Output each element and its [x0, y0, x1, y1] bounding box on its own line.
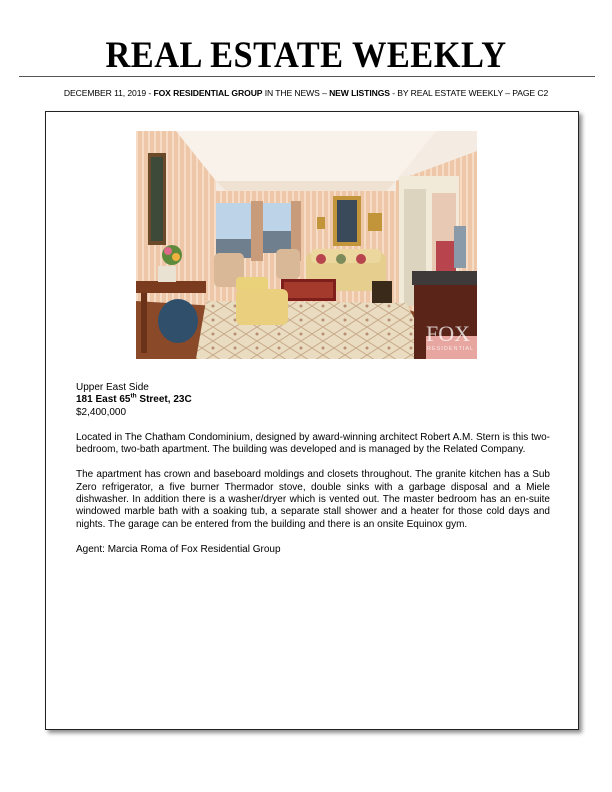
- dateline-company: FOX RESIDENTIAL GROUP: [153, 88, 263, 98]
- dateline-sep: -: [146, 88, 154, 98]
- masthead-title: REAL ESTATE WEEKLY: [105, 35, 507, 76]
- listing-address: 181 East 65th Street, 23C: [76, 392, 192, 406]
- paragraph-2: The apartment has crown and baseboard moldings and closets throughout. The granite kitchen has a Sub Zero refrigerator, a five burner Thermador stove, double sinks with a garbage disposal and a Miele dishwasher. In addition there is a washer/dryer which is vented out. The master bedroom has an en-suite windowed marble bath with a soaking tub, a separate stall shower and a heater for those cold days and nights. The garage can be entered from the building and there is an onsite Equinox gym.: [76, 469, 550, 530]
- dateline: [0, 88, 612, 98]
- paragraph-1: Located in The Chatham Condominium, designed by award-winning architect Robert A.M. Stern is this two-bedroom, two-bath apartment. The building was developed and is managed by the Related Company.: [76, 431, 550, 456]
- watermark-logo: FOX: [426, 321, 471, 346]
- agent-line: Agent: Marcia Roma of Fox Residential Group: [76, 543, 281, 555]
- dateline-tail: - BY REAL ESTATE WEEKLY – PAGE C2: [389, 88, 549, 98]
- listing-photo: [136, 131, 477, 359]
- dateline-section: NEW LISTINGS: [329, 88, 390, 98]
- watermark-sub: RESIDENTIAL: [427, 346, 475, 352]
- listing-card: [45, 111, 579, 730]
- neighborhood: Upper East Side: [76, 382, 149, 393]
- dateline-date: DECEMBER 11, 2019: [63, 88, 147, 98]
- listing-price: $2,400,000: [76, 406, 127, 418]
- masthead-rule: [19, 76, 595, 77]
- dateline-mid: IN THE NEWS –: [262, 88, 330, 98]
- listing-text: [76, 382, 550, 556]
